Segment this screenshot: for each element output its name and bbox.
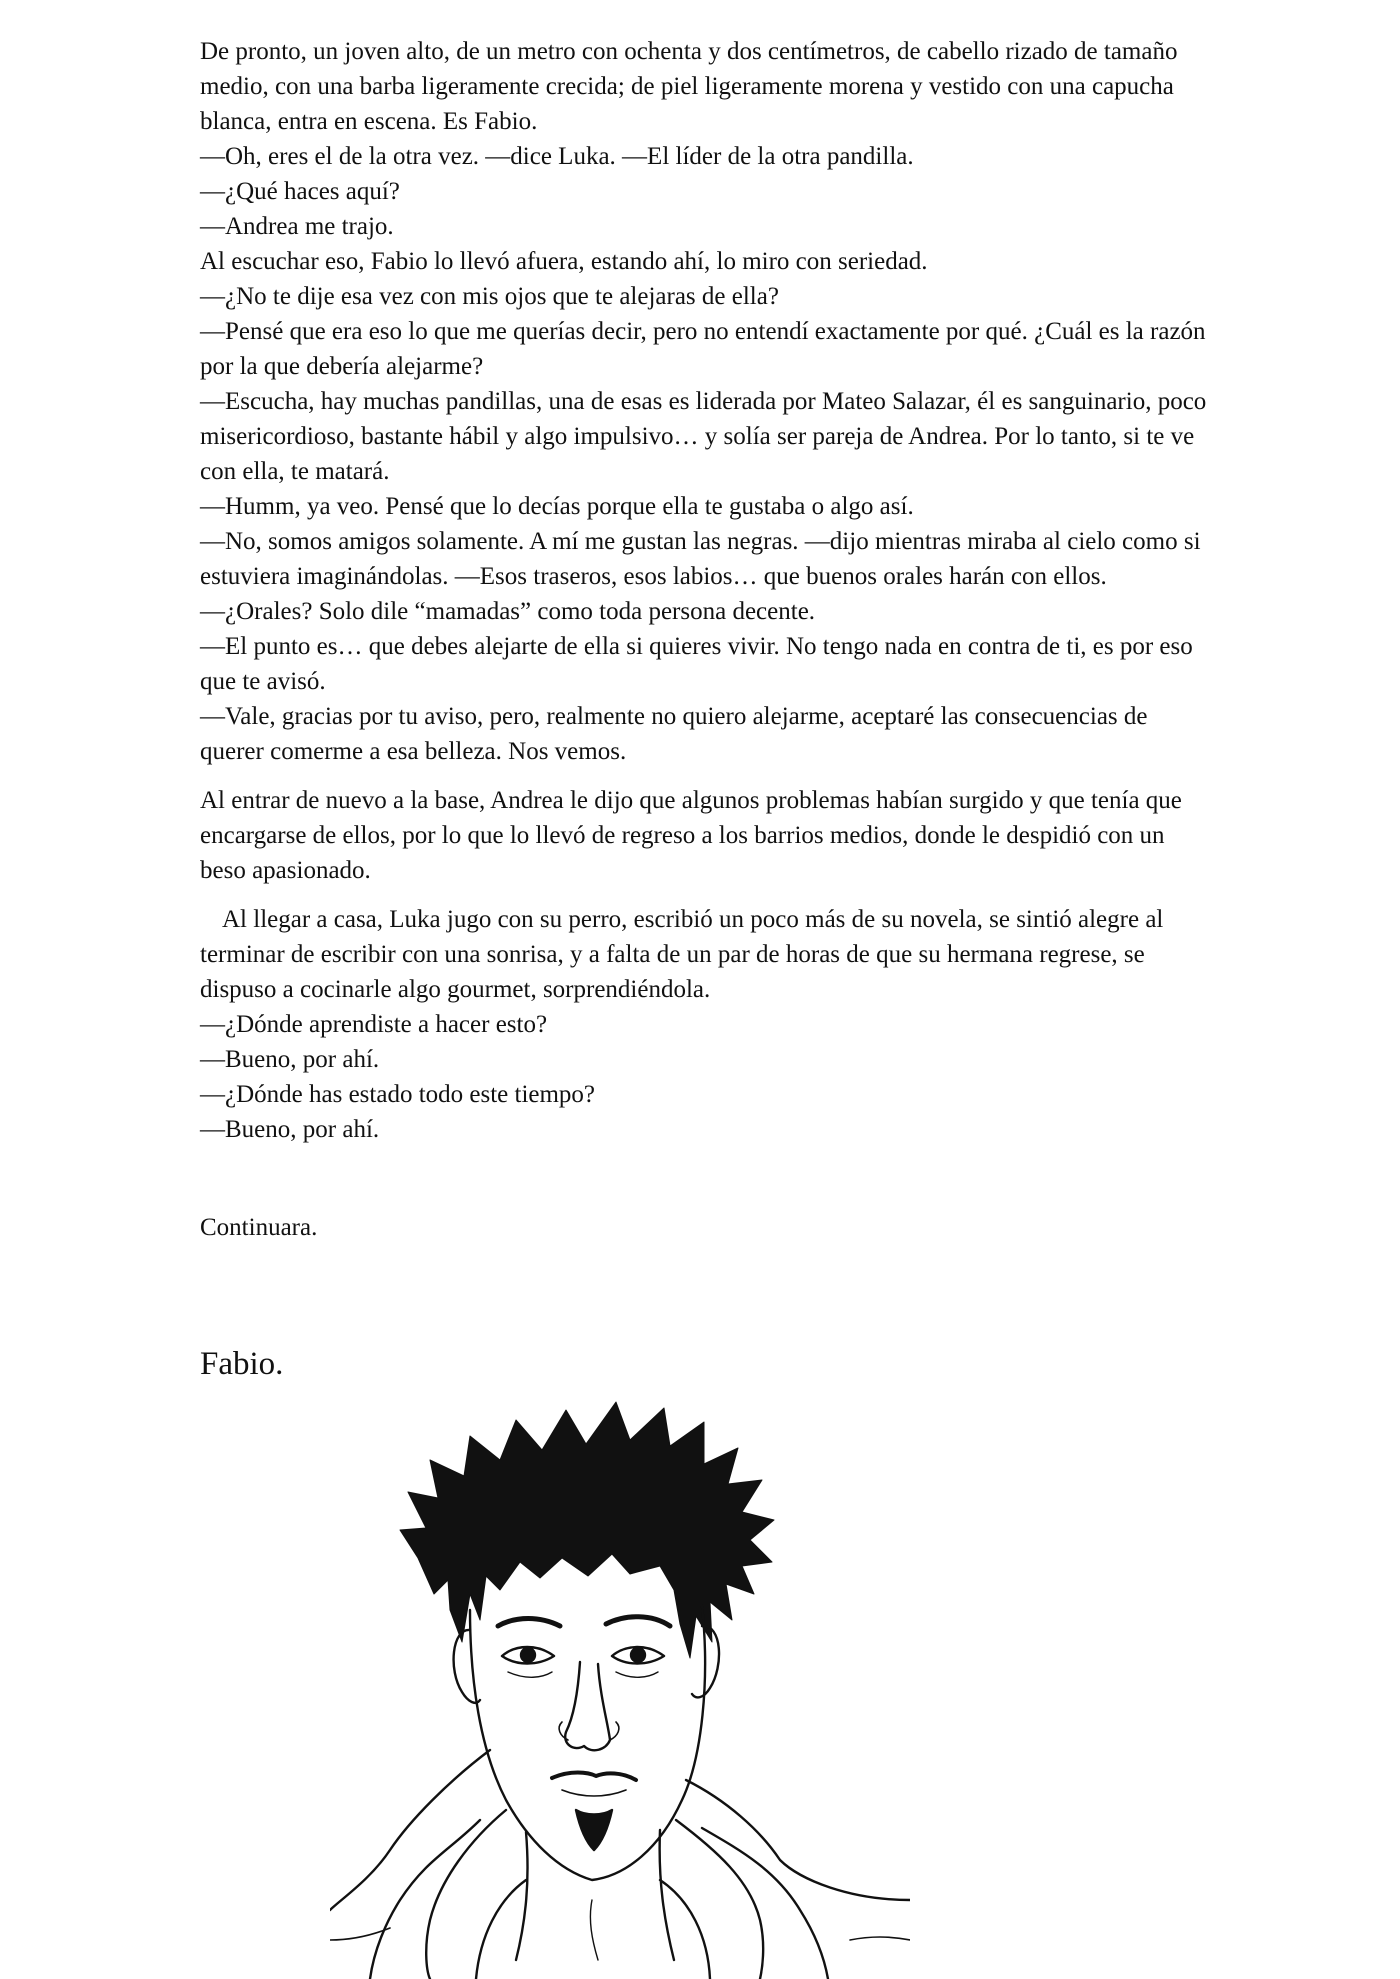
- illustration-caption: Fabio.: [200, 1346, 284, 1382]
- hair: [400, 1402, 774, 1658]
- dialogue-line: —Andrea me trajo.: [200, 213, 394, 240]
- story-text: [200, 34, 1210, 1147]
- dialogue-line: —El punto es… que debes alejarte de ella si quieres vivir. No tengo nada en contra de ti, es por eso que te avisó.: [200, 633, 1193, 695]
- dialogue-line: —Oh, eres el de la otra vez. —dice Luka. —El líder de la otra pandilla.: [200, 143, 914, 170]
- neck: [516, 1832, 528, 1960]
- portrait-sketch-icon: [330, 1380, 910, 1979]
- goatee: [576, 1810, 612, 1850]
- dialogue-line: —No, somos amigos solamente. A mí me gustan las negras. —dijo mientras miraba al cielo como si estuviera imaginándolas. —Esos traseros, esos labios… que buenos orales harán con ellos.: [200, 528, 1201, 590]
- right-pupil: [631, 1648, 645, 1662]
- dialogue-line: —¿Orales? Solo dile “mamadas” como toda persona decente.: [200, 598, 816, 625]
- nose: [565, 1662, 610, 1750]
- hood-right: [686, 1780, 910, 1900]
- paragraph: De pronto, un joven alto, de un metro con ochenta y dos centímetros, de cabello rizado de tamaño medio, con una barba ligeramente crecida; de piel ligeramente morena y vestido con una capucha blanca, entra en escena. Es Fabio.: [200, 38, 1178, 135]
- dialogue-line: —¿Dónde has estado todo este tiempo?: [200, 1081, 596, 1108]
- right-eyebrow: [606, 1617, 670, 1626]
- dialogue-line: —Escucha, hay muchas pandillas, una de esas es liderada por Mateo Salazar, él es sanguinario, poco misericordioso, bastante hábil y algo impulsivo… y solía ser pareja de Andrea. Por lo tanto, si te ve con ella, te matará.: [200, 388, 1207, 485]
- mouth: [552, 1773, 636, 1781]
- closing-text: Continuara.: [200, 1214, 318, 1241]
- dialogue-line: —¿No te dije esa vez con mis ojos que te alejaras de ella?: [200, 283, 779, 310]
- dialogue-line: —Vale, gracias por tu aviso, pero, realmente no quiero alejarme, aceptaré las consecuencias de querer comerme a esa belleza. Nos vemos.: [200, 703, 1148, 765]
- dialogue-line: —Pensé que era eso lo que me querías decir, pero no entendí exactamente por qué. ¿Cuál es la razón por la que debería alejarme?: [200, 318, 1206, 380]
- dialogue-line: —Bueno, por ahí.: [200, 1046, 380, 1073]
- paragraph: Al escuchar eso, Fabio lo llevó afuera, estando ahí, lo miro con seriedad.: [200, 248, 928, 275]
- dialogue-line: —¿Dónde aprendiste a hacer esto?: [200, 1011, 548, 1038]
- paragraph: Al llegar a casa, Luka jugo con su perro, escribió un poco más de su novela, se sintió alegre al terminar de escribir con una sonrisa, y a falta de un par de horas de que su hermana regrese, se dispuso a cocinarle algo gourmet, sorprendiéndola.: [200, 906, 1164, 1003]
- dialogue-line: —Bueno, por ahí.: [200, 1116, 380, 1143]
- paragraph: Al entrar de nuevo a la base, Andrea le dijo que algunos problemas habían surgido y que tenía que encargarse de ellos, por lo que lo llevó de regreso a los barrios medios, donde le despidió con un beso apasionado.: [200, 787, 1182, 884]
- left-eyebrow: [498, 1619, 560, 1627]
- dialogue-line: —Humm, ya veo. Pensé que lo decías porque ella te gustaba o algo así.: [200, 493, 914, 520]
- dialogue-line: —¿Qué haces aquí?: [200, 178, 400, 205]
- left-pupil: [521, 1648, 535, 1662]
